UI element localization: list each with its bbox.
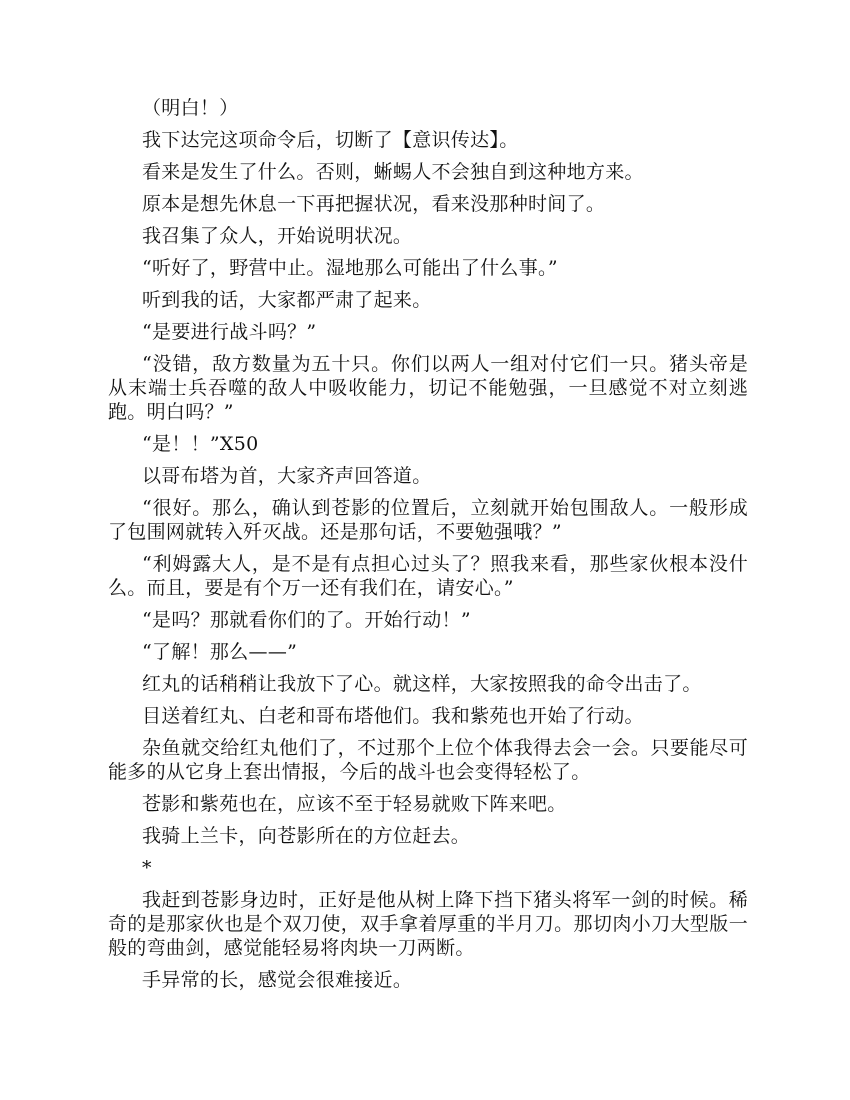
paragraph: 看来是发生了什么。否则，蜥蜴人不会独自到这种地方来。	[142, 161, 644, 183]
paragraph: 我下达完这项命令后，切断了【意识传达】。	[142, 129, 519, 151]
document-page	[108, 96, 748, 1000]
paragraph: “没错，敌方数量为五十只。你们以两人一组对付它们一只。猪头帝是从末端士兵吞噬的敌人中吸收能力，切记不能勉强，一旦感觉不对立刻逃跑。明白吗？”	[108, 353, 748, 423]
paragraph: 手异常的长，感觉会很难接近。	[142, 969, 413, 991]
paragraph: 苍影和紫苑也在，应该不至于轻易就败下阵来吧。	[142, 793, 567, 815]
paragraph: （明白！）	[142, 97, 239, 119]
paragraph: 原本是想先休息一下再把握状况，看来没那种时间了。	[142, 193, 606, 215]
paragraph: “是吗？那就看你们的了。开始行动！”	[142, 609, 471, 631]
paragraph: “是要进行战斗吗？”	[142, 321, 317, 343]
paragraph: “听好了，野营中止。湿地那么可能出了什么事。”	[142, 257, 558, 279]
paragraph: 我骑上兰卡，向苍影所在的方位赶去。	[142, 825, 471, 847]
scene-break: *	[142, 857, 152, 879]
paragraph: 以哥布塔为首，大家齐声回答道。	[142, 465, 432, 487]
paragraph: 红丸的话稍稍让我放下了心。就这样，大家按照我的命令出击了。	[142, 673, 702, 695]
paragraph: 我召集了众人，开始说明状况。	[142, 225, 413, 247]
paragraph: “利姆露大人，是不是有点担心过头了？照我来看，那些家伙根本没什么。而且，要是有个万一还有我们在，请安心。”	[108, 553, 748, 599]
paragraph: “是！！”X50	[142, 433, 259, 455]
paragraph: “了解！那么——”	[142, 641, 298, 663]
paragraph: 目送着红丸、白老和哥布塔他们。我和紫苑也开始了行动。	[142, 705, 644, 727]
paragraph: “很好。那么，确认到苍影的位置后，立刻就开始包围敌人。一般形成了包围网就转入歼灭战。还是那句话，不要勉强哦？”	[108, 497, 748, 543]
paragraph: 我赶到苍影身边时，正好是他从树上降下挡下猪头将军一剑的时候。稀奇的是那家伙也是个双刀使，双手拿着厚重的半月刀。那切肉小刀大型版一般的弯曲剑，感觉能轻易将肉块一刀两断。	[108, 889, 748, 959]
paragraph: 杂鱼就交给红丸他们了，不过那个上位个体我得去会一会。只要能尽可能多的从它身上套出情报，今后的战斗也会变得轻松了。	[108, 737, 748, 783]
paragraph: 听到我的话，大家都严肃了起来。	[142, 289, 432, 311]
